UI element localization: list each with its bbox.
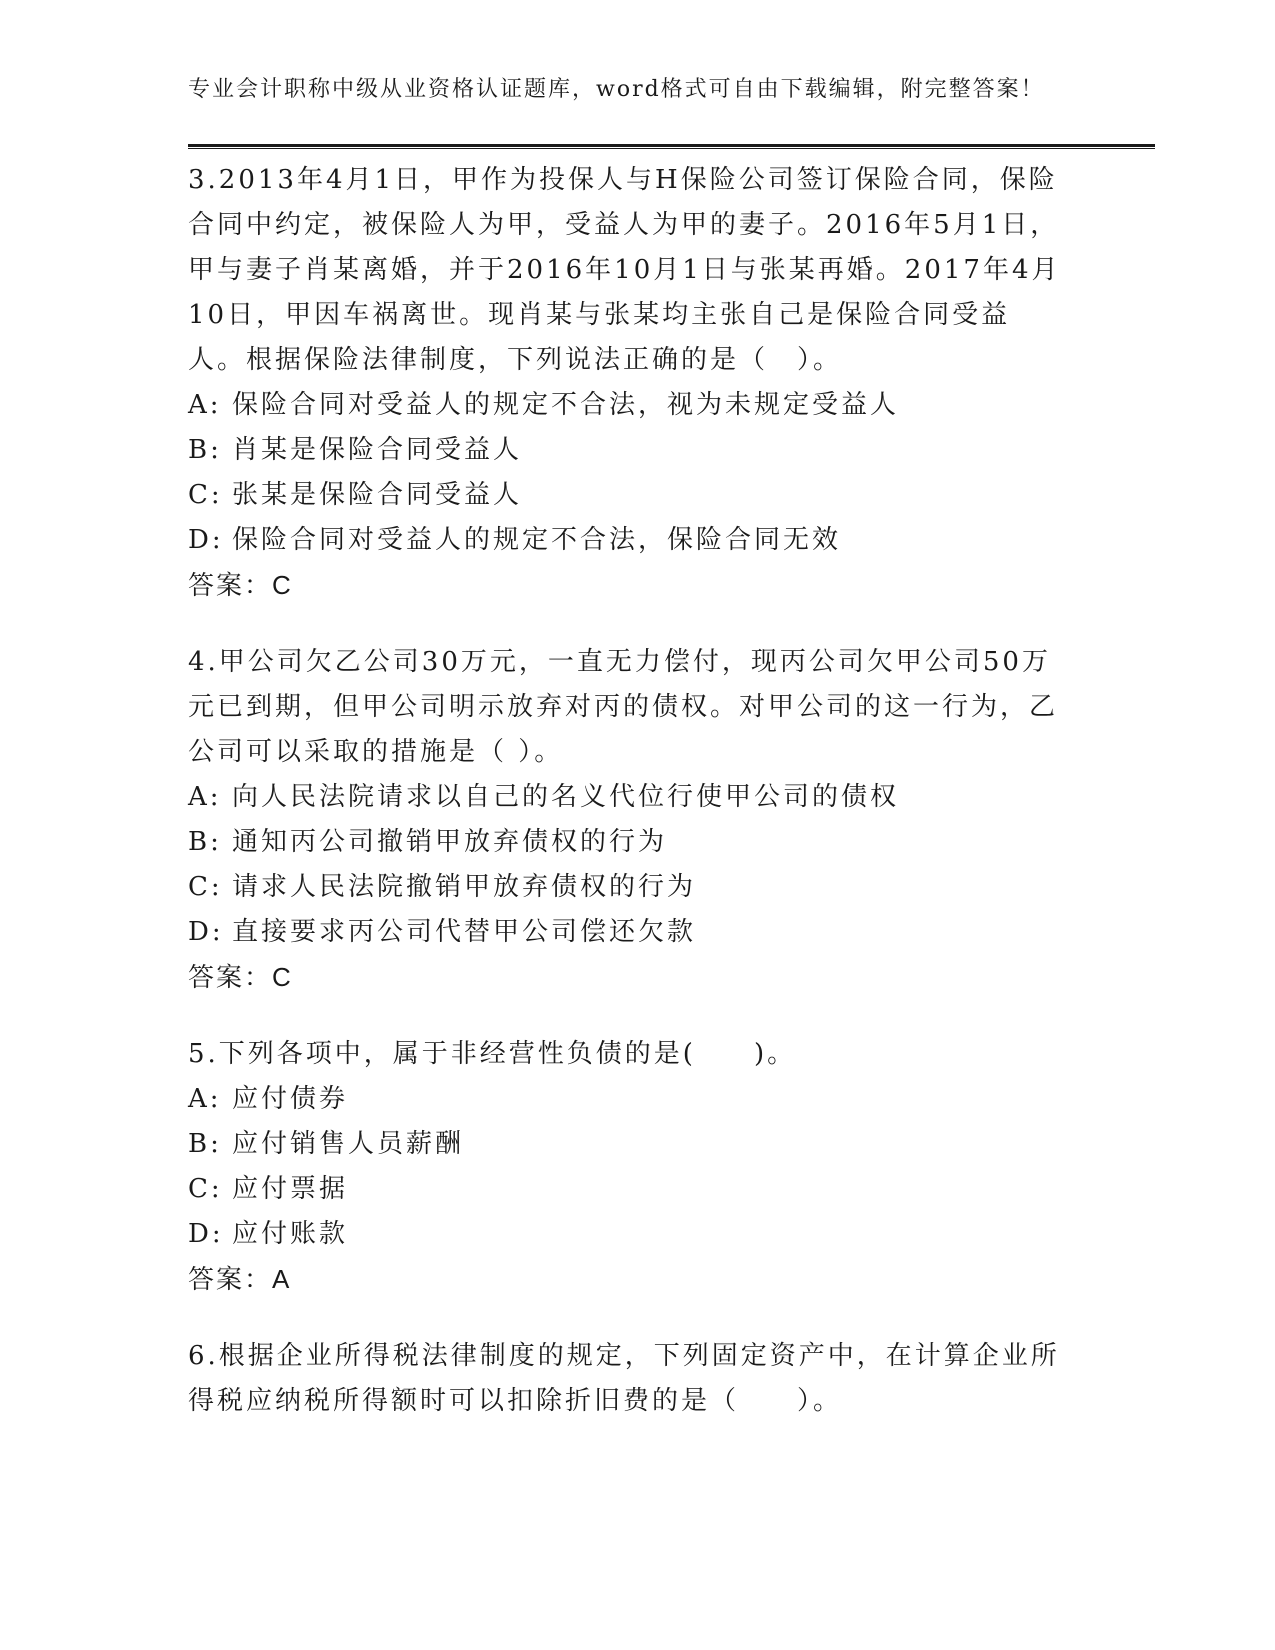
option-text: 应付销售人员薪酬 bbox=[232, 1129, 465, 1159]
question-stem: 3.2013年4月1日，甲作为投保人与H保险公司签订保险合同，保险合同中约定，被保险人为甲，受益人为甲的妻子。2016年5月1日，甲与妻子肖某离婚，并于2016年10月1日与张某再婚。2017年4月10日，甲因车祸离世。现肖某与张某均主张自己是保险合同受益人。根据保险法律制度，下列说法正确的是（ ）。 bbox=[188, 165, 1061, 375]
option-letter: C: bbox=[188, 1174, 223, 1204]
option-letter: A: bbox=[188, 782, 222, 812]
question-4 bbox=[188, 640, 1068, 1000]
option-text: 张某是保险合同受益人 bbox=[232, 480, 523, 510]
question-list bbox=[188, 158, 1068, 1456]
option-a bbox=[188, 383, 1068, 428]
option-text: 请求人民法院撤销甲放弃债权的行为 bbox=[232, 872, 697, 902]
option-c bbox=[188, 473, 1068, 518]
option-text: 保险合同对受益人的规定不合法，保险合同无效 bbox=[232, 525, 842, 555]
option-letter: C: bbox=[188, 872, 223, 902]
option-letter: D: bbox=[188, 917, 224, 947]
option-text: 应付票据 bbox=[232, 1174, 349, 1204]
option-letter: B: bbox=[188, 1129, 222, 1159]
answer-line: 答案：C bbox=[188, 570, 293, 600]
option-c bbox=[188, 1167, 1068, 1212]
option-d bbox=[188, 518, 1068, 563]
option-a bbox=[188, 775, 1068, 820]
option-text: 应付账款 bbox=[232, 1219, 349, 1249]
option-b bbox=[188, 820, 1068, 865]
option-text: 肖某是保险合同受益人 bbox=[232, 435, 523, 465]
page-header: 专业会计职称中级从业资格认证题库，word格式可自由下载编辑，附完整答案！ bbox=[188, 77, 1045, 102]
option-letter: C: bbox=[188, 480, 223, 510]
option-a bbox=[188, 1077, 1068, 1122]
option-d bbox=[188, 1212, 1068, 1257]
option-d bbox=[188, 910, 1068, 955]
option-text: 直接要求丙公司代替甲公司偿还欠款 bbox=[232, 917, 697, 947]
question-stem: 5.下列各项中，属于非经营性负债的是( )。 bbox=[188, 1039, 797, 1069]
option-letter: B: bbox=[188, 827, 222, 857]
option-letter: A: bbox=[188, 390, 222, 420]
question-6 bbox=[188, 1334, 1068, 1424]
option-letter: D: bbox=[188, 525, 224, 555]
question-3 bbox=[188, 158, 1068, 608]
header-divider bbox=[188, 144, 1155, 149]
option-text: 通知丙公司撤销甲放弃债权的行为 bbox=[232, 827, 668, 857]
question-stem: 6.根据企业所得税法律制度的规定，下列固定资产中，在计算企业所得税应纳税所得额时可以扣除折旧费的是（ ）。 bbox=[188, 1341, 1060, 1416]
option-letter: A: bbox=[188, 1084, 222, 1114]
option-letter: B: bbox=[188, 435, 222, 465]
answer-line: 答案：A bbox=[188, 1264, 292, 1294]
question-5 bbox=[188, 1032, 1068, 1302]
answer-line: 答案：C bbox=[188, 962, 293, 992]
question-stem: 4.甲公司欠乙公司30万元，一直无力偿付，现丙公司欠甲公司50万元已到期，但甲公司明示放弃对丙的债权。对甲公司的这一行为，乙公司可以采取的措施是（ ）。 bbox=[188, 647, 1059, 767]
option-text: 应付债券 bbox=[232, 1084, 349, 1114]
option-b bbox=[188, 1122, 1068, 1167]
option-letter: D: bbox=[188, 1219, 224, 1249]
option-text: 向人民法院请求以自己的名义代位行使甲公司的债权 bbox=[232, 782, 900, 812]
option-text: 保险合同对受益人的规定不合法，视为未规定受益人 bbox=[232, 390, 900, 420]
option-c bbox=[188, 865, 1068, 910]
option-b bbox=[188, 428, 1068, 473]
